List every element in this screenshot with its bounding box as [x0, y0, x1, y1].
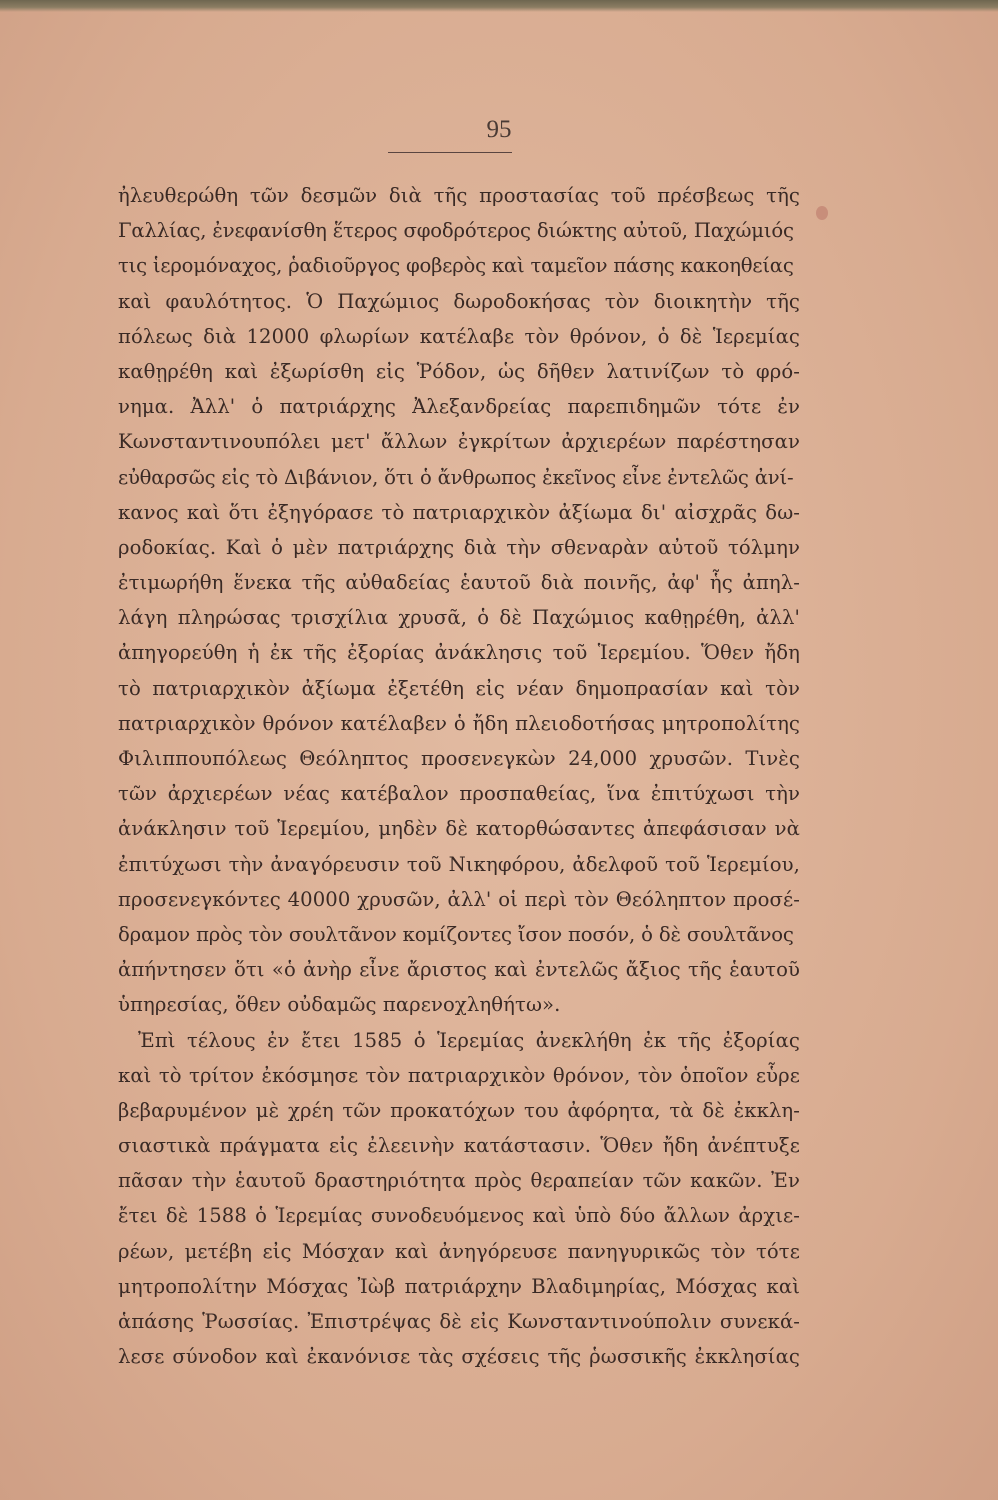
- text-line: ρέων, μετέβη εἰς Μόσχαν καὶ ἀνηγόρευσε πανηγυρικῶς τὸν τότε: [118, 1239, 800, 1263]
- text-line: ἐτιμωρήθη ἕνεκα τῆς αὐθαδείας ἑαυτοῦ διὰ ποινῆς, ἀφ' ἧς ἀπηλ-: [118, 571, 800, 595]
- text-line: τὸ πατριαρχικὸν ἀξίωμα ἐξετέθη εἰς νέαν δημοπρασίαν καὶ τὸν: [118, 676, 800, 700]
- ink-spot: [816, 206, 828, 220]
- text-line: καθῃρέθη καὶ ἐξωρίσθη εἰς Ῥόδον, ὡς δῆθεν λατινίζων τὸ φρό-: [118, 359, 800, 383]
- text-line: νημα. Ἀλλ' ὁ πατριάρχης Ἀλεξανδρείας παρεπιδημῶν τότε ἐν: [118, 395, 800, 419]
- text-line: σιαστικὰ πράγματα εἰς ἐλεεινὴν κατάστασιν. Ὅθεν ἤδη ἀνέπτυξε: [118, 1134, 800, 1158]
- text-line: ἐπιτύχωσι τὴν ἀναγόρευσιν τοῦ Νικηφόρου, ἀδελφοῦ τοῦ Ἱερεμίου,: [118, 852, 800, 876]
- text-line: προσενεγκόντες 40000 χρυσῶν, ἀλλ' οἱ περὶ τὸν Θεόληπτον προσέ-: [118, 887, 800, 911]
- text-line: ἀπήντησεν ὅτι «ὁ ἀνὴρ εἶνε ἄριστος καὶ ἐντελῶς ἄξιος τῆς ἑαυτοῦ: [118, 958, 800, 982]
- text-line: ἁπάσης Ῥωσσίας. Ἐπιστρέψας δὲ εἰς Κωνσταντινούπολιν συνεκά-: [118, 1310, 800, 1333]
- text-line: λεσε σύνοδον καὶ ἐκανόνισε τὰς σχέσεις τῆς ῥωσσικῆς ἐκκλησίας: [118, 1345, 800, 1369]
- text-line: Γαλλίας, ἐνεφανίσθη ἕτερος σφοδρότερος διώκτης αὐτοῦ, Παχώμιός: [118, 219, 794, 243]
- text-line: ροδοκίας. Καὶ ὁ μὲν πατριάρχης διὰ τὴν σθεναρὰν αὐτοῦ τόλμην: [118, 535, 800, 559]
- text-line: πατριαρχικὸν θρόνον κατέλαβεν ὁ ἤδη πλειοδοτήσας μητροπολίτης: [118, 711, 800, 735]
- text-line: εὐθαρσῶς εἰς τὸ Διβάνιον, ὅτι ὁ ἄνθρωπος ἐκεῖνος εἶνε ἐντελῶς ἀνί-: [118, 465, 794, 489]
- paragraph-start-line: Ἐπὶ τέλους ἐν ἔτει 1585 ὁ Ἱερεμίας ἀνεκλήθη ἐκ τῆς ἐξορίας: [138, 1028, 800, 1052]
- text-line: ὑπηρεσίας, ὅθεν οὐδαμῶς παρενοχληθήτω».: [118, 993, 561, 1017]
- text-line: καὶ τὸ τρίτον ἐκόσμησε τὸν πατριαρχικὸν θρόνον, τὸν ὁποῖον εὗρε: [118, 1063, 800, 1087]
- text-line: δραμον πρὸς τὸν σουλτᾶνον κομίζοντες ἴσον ποσόν, ὁ δὲ σουλτᾶνος: [118, 922, 794, 946]
- text-line: τῶν ἀρχιερέων νέας κατέβαλον προσπαθείας, ἵνα ἐπιτύχωσι τὴν: [118, 782, 800, 806]
- text-line: τις ἱερομόναχος, ῥαδιοῦργος φοβερὸς καὶ ταμεῖον πάσης κακοηθείας: [118, 254, 794, 278]
- text-line: ἠλευθερώθη τῶν δεσμῶν διὰ τῆς προστασίας τοῦ πρέσβεως τῆς: [118, 184, 800, 207]
- page-top-edge: [0, 0, 998, 12]
- text-line: βεβαρυμένον μὲ χρέη τῶν προκατόχων του ἀφόρητα, τὰ δὲ ἐκκλη-: [118, 1098, 800, 1122]
- text-line: πᾶσαν τὴν ἑαυτοῦ δραστηριότητα πρὸς θεραπείαν τῶν κακῶν. Ἐν: [118, 1169, 800, 1193]
- text-line: μητροπολίτην Μόσχας Ἰὼβ πατριάρχην Βλαδιμηρίας, Μόσχας καὶ: [118, 1274, 800, 1298]
- text-line: κανος καὶ ὅτι ἐξηγόρασε τὸ πατριαρχικὸν ἀξίωμα δι' αἰσχρᾶς δω-: [118, 500, 800, 524]
- text-line: πόλεως διὰ 12000 φλωρίων κατέλαβε τὸν θρόνον, ὁ δὲ Ἱερεμίας: [118, 324, 800, 348]
- page-number-rule: [388, 152, 512, 153]
- text-line: Φιλιππουπόλεως Θεόληπτος προσενεγκὼν 24,000 χρυσῶν. Τινὲς: [118, 747, 800, 770]
- text-line: καὶ φαυλότητος. Ὁ Παχώμιος δωροδοκήσας τὸν διοικητὴν τῆς: [118, 289, 800, 313]
- page-number: 95: [486, 116, 512, 143]
- body-text: [118, 178, 800, 1374]
- text-line: Κωνσταντινουπόλει μετ' ἄλλων ἐγκρίτων ἀρχιερέων παρέστησαν: [118, 430, 800, 454]
- text-line: ἔτει δὲ 1588 ὁ Ἱερεμίας συνοδευόμενος καὶ ὑπὸ δύο ἄλλων ἀρχιε-: [118, 1204, 800, 1228]
- text-line: ἀπηγορεύθη ἡ ἐκ τῆς ἐξορίας ἀνάκλησις τοῦ Ἱερεμίου. Ὅθεν ἤδη: [118, 641, 800, 665]
- text-line: λάγη πληρώσας τρισχίλια χρυσᾶ, ὁ δὲ Παχώμιος καθῃρέθη, ἀλλ': [118, 606, 800, 630]
- text-line: ἀνάκλησιν τοῦ Ἱερεμίου, μηδὲν δὲ κατορθώσαντες ἀπεφάσισαν νὰ: [118, 817, 800, 841]
